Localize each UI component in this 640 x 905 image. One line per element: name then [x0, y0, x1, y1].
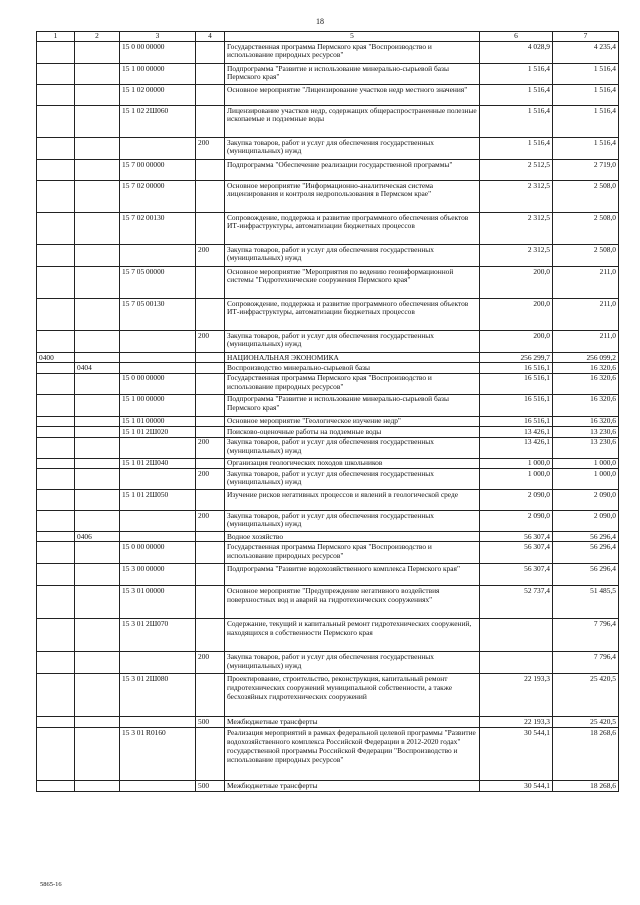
expense-type-cell: 200 — [196, 469, 225, 490]
amount-year2-cell: 2 090,0 — [553, 490, 619, 511]
subsection-code-cell — [75, 331, 120, 353]
amount-year2-cell: 16 320,6 — [553, 416, 619, 426]
target-article-cell — [120, 717, 196, 728]
target-article-cell: 15 0 00 00000 — [120, 542, 196, 564]
table-row — [37, 532, 619, 542]
table-row — [37, 353, 619, 363]
section-code-cell — [37, 458, 75, 468]
amount-year2-cell: 18 268,6 — [553, 728, 619, 781]
amount-year1-cell: 16 516,1 — [480, 363, 553, 373]
item-name-cell: Государственная программа Пермского края "Воспроизводство и использование природных ресурсов" — [225, 42, 480, 64]
section-code-cell — [37, 299, 75, 331]
item-name-cell: Поисково-оценочные работы на подземные воды — [225, 427, 480, 437]
subsection-code-cell — [75, 652, 120, 674]
amount-year2-cell: 1 516,4 — [553, 85, 619, 106]
amount-year1-cell: 16 516,1 — [480, 394, 553, 416]
column-header: 5 — [225, 32, 480, 42]
amount-year2-cell: 1 516,4 — [553, 64, 619, 85]
table-row — [37, 469, 619, 490]
amount-year1-cell: 2 090,0 — [480, 511, 553, 532]
table-row — [37, 717, 619, 728]
expense-type-cell: 200 — [196, 511, 225, 532]
amount-year2-cell: 2 719,0 — [553, 160, 619, 181]
target-article-cell: 15 3 00 00000 — [120, 564, 196, 586]
target-article-cell: 15 3 01 2Ш080 — [120, 674, 196, 717]
subsection-code-cell — [75, 542, 120, 564]
item-name-cell: Основное мероприятие "Геологическое изучение недр" — [225, 416, 480, 426]
amount-year2-cell: 7 796,4 — [553, 652, 619, 674]
target-article-cell: 15 7 05 00000 — [120, 267, 196, 299]
subsection-code-cell — [75, 160, 120, 181]
budget-table — [36, 31, 619, 792]
subsection-code-cell — [75, 564, 120, 586]
amount-year2-cell: 2 508,0 — [553, 213, 619, 245]
amount-year1-cell: 56 307,4 — [480, 532, 553, 542]
section-code-cell — [37, 564, 75, 586]
section-code-cell — [37, 717, 75, 728]
table-row — [37, 85, 619, 106]
target-article-cell: 15 1 00 00000 — [120, 64, 196, 85]
item-name-cell: Лицензирование участков недр, содержащих общераспространенные полезные ископаемые и подземные воды — [225, 106, 480, 138]
table-row — [37, 728, 619, 781]
document-code: 5865-16 — [40, 881, 62, 888]
expense-type-cell — [196, 181, 225, 213]
table-row — [37, 64, 619, 85]
amount-year2-cell: 16 320,6 — [553, 373, 619, 394]
expense-type-cell — [196, 267, 225, 299]
expense-type-cell — [196, 427, 225, 437]
amount-year2-cell: 25 420,5 — [553, 717, 619, 728]
expense-type-cell — [196, 42, 225, 64]
table-row — [37, 42, 619, 64]
item-name-cell: Закупка товаров, работ и услуг для обеспечения государственных (муниципальных) нужд — [225, 245, 480, 267]
item-name-cell: Подпрограмма "Развитие водохозяйственного комплекса Пермского края" — [225, 564, 480, 586]
subsection-code-cell — [75, 373, 120, 394]
section-code-cell — [37, 245, 75, 267]
table-header-row — [37, 32, 619, 42]
table-row — [37, 511, 619, 532]
amount-year2-cell: 13 230,6 — [553, 437, 619, 458]
section-code-cell — [37, 437, 75, 458]
subsection-code-cell — [75, 416, 120, 426]
subsection-code-cell — [75, 490, 120, 511]
item-name-cell: НАЦИОНАЛЬНАЯ ЭКОНОМИКА — [225, 353, 480, 363]
amount-year2-cell: 1 516,4 — [553, 138, 619, 160]
expense-type-cell — [196, 213, 225, 245]
item-name-cell: Сопровождение, поддержка и развитие программного обеспечения объектов ИТ-инфраструктуры, автоматизации бюджетных процессов — [225, 299, 480, 331]
expense-type-cell — [196, 394, 225, 416]
section-code-cell — [37, 469, 75, 490]
amount-year2-cell: 2 508,0 — [553, 245, 619, 267]
section-code-cell — [37, 416, 75, 426]
table-row — [37, 363, 619, 373]
target-article-cell — [120, 245, 196, 267]
section-code-cell — [37, 427, 75, 437]
target-article-cell — [120, 532, 196, 542]
subsection-code-cell — [75, 619, 120, 652]
amount-year2-cell: 4 235,4 — [553, 42, 619, 64]
amount-year2-cell: 25 420,5 — [553, 674, 619, 717]
table-row — [37, 331, 619, 353]
table-row — [37, 619, 619, 652]
section-code-cell — [37, 181, 75, 213]
column-header: 2 — [75, 32, 120, 42]
amount-year1-cell: 30 544,1 — [480, 728, 553, 781]
expense-type-cell: 200 — [196, 652, 225, 674]
table-row — [37, 437, 619, 458]
expense-type-cell — [196, 373, 225, 394]
expense-type-cell: 200 — [196, 437, 225, 458]
item-name-cell: Закупка товаров, работ и услуг для обеспечения государственных (муниципальных) нужд — [225, 138, 480, 160]
amount-year2-cell: 256 099,2 — [553, 353, 619, 363]
table-row — [37, 213, 619, 245]
table-row — [37, 427, 619, 437]
subsection-code-cell — [75, 511, 120, 532]
target-article-cell: 15 3 01 R0160 — [120, 728, 196, 781]
target-article-cell: 15 1 02 2Ш060 — [120, 106, 196, 138]
subsection-code-cell — [75, 394, 120, 416]
table-body — [37, 42, 619, 792]
table-row — [37, 106, 619, 138]
target-article-cell: 15 7 02 00000 — [120, 181, 196, 213]
subsection-code-cell — [75, 64, 120, 85]
target-article-cell — [120, 363, 196, 373]
section-code-cell: 0400 — [37, 353, 75, 363]
subsection-code-cell — [75, 437, 120, 458]
target-article-cell: 15 1 01 2Ш020 — [120, 427, 196, 437]
expense-type-cell — [196, 490, 225, 511]
subsection-code-cell — [75, 138, 120, 160]
section-code-cell — [37, 619, 75, 652]
expense-type-cell — [196, 64, 225, 85]
column-header: 1 — [37, 32, 75, 42]
section-code-cell — [37, 511, 75, 532]
subsection-code-cell — [75, 299, 120, 331]
amount-year2-cell: 51 485,5 — [553, 586, 619, 619]
section-code-cell — [37, 728, 75, 781]
expense-type-cell — [196, 160, 225, 181]
target-article-cell: 15 3 01 00000 — [120, 586, 196, 619]
item-name-cell: Закупка товаров, работ и услуг для обеспечения государственных (муниципальных) нужд — [225, 652, 480, 674]
section-code-cell — [37, 213, 75, 245]
table-row — [37, 564, 619, 586]
amount-year1-cell: 22 193,3 — [480, 674, 553, 717]
item-name-cell: Межбюджетные трансферты — [225, 717, 480, 728]
page-number: 18 — [316, 17, 324, 26]
amount-year2-cell: 16 320,6 — [553, 363, 619, 373]
subsection-code-cell — [75, 728, 120, 781]
amount-year1-cell: 2 312,5 — [480, 213, 553, 245]
subsection-code-cell — [75, 181, 120, 213]
item-name-cell: Организация геологических походов школьников — [225, 458, 480, 468]
section-code-cell — [37, 586, 75, 619]
amount-year2-cell: 16 320,6 — [553, 394, 619, 416]
amount-year2-cell: 211,0 — [553, 331, 619, 353]
expense-type-cell — [196, 532, 225, 542]
amount-year1-cell: 2 090,0 — [480, 490, 553, 511]
target-article-cell — [120, 437, 196, 458]
amount-year2-cell: 1 000,0 — [553, 458, 619, 468]
target-article-cell: 15 1 00 00000 — [120, 394, 196, 416]
column-header: 3 — [120, 32, 196, 42]
amount-year1-cell: 1 516,4 — [480, 64, 553, 85]
table-row — [37, 458, 619, 468]
section-code-cell — [37, 490, 75, 511]
table-row — [37, 267, 619, 299]
expense-type-cell — [196, 728, 225, 781]
section-code-cell — [37, 106, 75, 138]
item-name-cell: Государственная программа Пермского края "Воспроизводство и использование природных ресурсов" — [225, 542, 480, 564]
amount-year1-cell — [480, 652, 553, 674]
expense-type-cell: 200 — [196, 331, 225, 353]
subsection-code-cell — [75, 717, 120, 728]
expense-type-cell: 200 — [196, 245, 225, 267]
subsection-code-cell — [75, 674, 120, 717]
item-name-cell: Закупка товаров, работ и услуг для обеспечения государственных (муниципальных) нужд — [225, 437, 480, 458]
amount-year2-cell: 2 508,0 — [553, 181, 619, 213]
amount-year2-cell: 7 796,4 — [553, 619, 619, 652]
amount-year1-cell: 2 312,5 — [480, 245, 553, 267]
section-code-cell — [37, 652, 75, 674]
table-row — [37, 245, 619, 267]
expense-type-cell: 500 — [196, 781, 225, 792]
table-row — [37, 542, 619, 564]
expense-type-cell — [196, 458, 225, 468]
item-name-cell: Изучение рисков негативных процессов и явлений в геологической среде — [225, 490, 480, 511]
expense-type-cell — [196, 363, 225, 373]
item-name-cell: Основное мероприятие "Предупреждение негативного воздействия поверхностных вод и аварий на гидротехнических сооружениях" — [225, 586, 480, 619]
target-article-cell: 15 1 01 00000 — [120, 416, 196, 426]
item-name-cell: Основное мероприятие "Мероприятия по ведению геоинформационной системы "Гидротехнические сооружения Пермского края" — [225, 267, 480, 299]
amount-year1-cell: 13 426,1 — [480, 437, 553, 458]
section-code-cell — [37, 267, 75, 299]
amount-year1-cell: 52 737,4 — [480, 586, 553, 619]
table-row — [37, 674, 619, 717]
amount-year1-cell: 200,0 — [480, 267, 553, 299]
item-name-cell: Межбюджетные трансферты — [225, 781, 480, 792]
amount-year1-cell: 1 000,0 — [480, 469, 553, 490]
target-article-cell: 15 3 01 2Ш070 — [120, 619, 196, 652]
expense-type-cell — [196, 542, 225, 564]
amount-year1-cell: 2 512,5 — [480, 160, 553, 181]
subsection-code-cell: 0406 — [75, 532, 120, 542]
amount-year2-cell: 1 000,0 — [553, 469, 619, 490]
expense-type-cell: 200 — [196, 138, 225, 160]
amount-year2-cell: 56 296,4 — [553, 532, 619, 542]
amount-year1-cell: 30 544,1 — [480, 781, 553, 792]
expense-type-cell — [196, 586, 225, 619]
section-code-cell — [37, 781, 75, 792]
item-name-cell: Реализация мероприятий в рамках федеральной целевой программы "Развитие водохозяйственного комплекса Российской Федерации в 2012-2020 годах" государственной программы Российской Федерации "Воспроизводство и использование природных ресурсов" — [225, 728, 480, 781]
section-code-cell — [37, 64, 75, 85]
item-name-cell: Воспроизводство минерально-сырьевой базы — [225, 363, 480, 373]
target-article-cell — [120, 511, 196, 532]
subsection-code-cell — [75, 267, 120, 299]
subsection-code-cell — [75, 42, 120, 64]
table-row — [37, 299, 619, 331]
amount-year2-cell: 2 090,0 — [553, 511, 619, 532]
table-row — [37, 373, 619, 394]
item-name-cell: Основное мероприятие "Лицензирование участков недр местного значения" — [225, 85, 480, 106]
amount-year2-cell: 18 268,6 — [553, 781, 619, 792]
item-name-cell: Основное мероприятие "Информационно-аналитическая система лицензирования и контроля недропользования в Пермском крае" — [225, 181, 480, 213]
amount-year1-cell: 256 299,7 — [480, 353, 553, 363]
section-code-cell — [37, 542, 75, 564]
table-row — [37, 416, 619, 426]
target-article-cell: 15 1 01 2Ш040 — [120, 458, 196, 468]
item-name-cell: Подпрограмма "Обеспечение реализации государственной программы" — [225, 160, 480, 181]
target-article-cell — [120, 469, 196, 490]
section-code-cell — [37, 532, 75, 542]
subsection-code-cell — [75, 85, 120, 106]
table-row — [37, 181, 619, 213]
expense-type-cell — [196, 85, 225, 106]
subsection-code-cell — [75, 106, 120, 138]
amount-year2-cell: 211,0 — [553, 299, 619, 331]
item-name-cell: Закупка товаров, работ и услуг для обеспечения государственных (муниципальных) нужд — [225, 511, 480, 532]
target-article-cell: 15 7 00 00000 — [120, 160, 196, 181]
section-code-cell — [37, 138, 75, 160]
amount-year1-cell: 1 516,4 — [480, 85, 553, 106]
subsection-code-cell — [75, 781, 120, 792]
table-row — [37, 138, 619, 160]
target-article-cell — [120, 652, 196, 674]
subsection-code-cell — [75, 469, 120, 490]
subsection-code-cell — [75, 245, 120, 267]
subsection-code-cell — [75, 213, 120, 245]
amount-year1-cell: 16 516,1 — [480, 416, 553, 426]
item-name-cell: Закупка товаров, работ и услуг для обеспечения государственных (муниципальных) нужд — [225, 469, 480, 490]
table-row — [37, 652, 619, 674]
amount-year2-cell: 56 296,4 — [553, 564, 619, 586]
section-code-cell — [37, 674, 75, 717]
amount-year1-cell: 200,0 — [480, 331, 553, 353]
table-row — [37, 586, 619, 619]
expense-type-cell — [196, 353, 225, 363]
table-row — [37, 490, 619, 511]
target-article-cell: 15 1 02 00000 — [120, 85, 196, 106]
amount-year1-cell: 2 312,5 — [480, 181, 553, 213]
column-header: 4 — [196, 32, 225, 42]
item-name-cell: Подпрограмма "Развитие и использование минерально-сырьевой базы Пермского края" — [225, 64, 480, 85]
target-article-cell: 15 7 02 00130 — [120, 213, 196, 245]
item-name-cell: Водное хозяйство — [225, 532, 480, 542]
table-row — [37, 394, 619, 416]
item-name-cell: Закупка товаров, работ и услуг для обеспечения государственных (муниципальных) нужд — [225, 331, 480, 353]
subsection-code-cell — [75, 427, 120, 437]
target-article-cell: 15 0 00 00000 — [120, 42, 196, 64]
subsection-code-cell — [75, 458, 120, 468]
expense-type-cell — [196, 299, 225, 331]
table-row — [37, 781, 619, 792]
amount-year1-cell: 56 307,4 — [480, 564, 553, 586]
target-article-cell — [120, 353, 196, 363]
section-code-cell — [37, 331, 75, 353]
amount-year1-cell: 16 516,1 — [480, 373, 553, 394]
target-article-cell: 15 7 05 00130 — [120, 299, 196, 331]
section-code-cell — [37, 42, 75, 64]
target-article-cell — [120, 138, 196, 160]
section-code-cell — [37, 85, 75, 106]
expense-type-cell — [196, 674, 225, 717]
amount-year1-cell: 1 516,4 — [480, 138, 553, 160]
subsection-code-cell: 0404 — [75, 363, 120, 373]
section-code-cell — [37, 363, 75, 373]
item-name-cell: Содержание, текущий и капитальный ремонт гидротехнических сооружений, находящихся в собственности Пермского края — [225, 619, 480, 652]
column-header: 7 — [553, 32, 619, 42]
amount-year2-cell: 1 516,4 — [553, 106, 619, 138]
amount-year1-cell: 200,0 — [480, 299, 553, 331]
expense-type-cell — [196, 564, 225, 586]
target-article-cell: 15 1 01 2Ш050 — [120, 490, 196, 511]
item-name-cell: Проектирование, строительство, реконструкция, капитальный ремонт гидротехнических сооружений муниципальной собственности, а также бесхозяйных гидротехнических сооружений — [225, 674, 480, 717]
amount-year1-cell — [480, 619, 553, 652]
section-code-cell — [37, 394, 75, 416]
subsection-code-cell — [75, 353, 120, 363]
amount-year1-cell: 4 028,9 — [480, 42, 553, 64]
amount-year1-cell: 56 307,4 — [480, 542, 553, 564]
subsection-code-cell — [75, 586, 120, 619]
target-article-cell: 15 0 00 00000 — [120, 373, 196, 394]
item-name-cell: Подпрограмма "Развитие и использование минерально-сырьевой базы Пермского края" — [225, 394, 480, 416]
target-article-cell — [120, 781, 196, 792]
expense-type-cell — [196, 106, 225, 138]
amount-year1-cell: 22 193,3 — [480, 717, 553, 728]
section-code-cell — [37, 373, 75, 394]
amount-year2-cell: 211,0 — [553, 267, 619, 299]
target-article-cell — [120, 331, 196, 353]
amount-year1-cell: 1 516,4 — [480, 106, 553, 138]
amount-year1-cell: 13 426,1 — [480, 427, 553, 437]
table-row — [37, 160, 619, 181]
expense-type-cell — [196, 416, 225, 426]
amount-year2-cell: 13 230,6 — [553, 427, 619, 437]
expense-type-cell: 500 — [196, 717, 225, 728]
expense-type-cell — [196, 619, 225, 652]
section-code-cell — [37, 160, 75, 181]
item-name-cell: Сопровождение, поддержка и развитие программного обеспечения объектов ИТ-инфраструктуры, автоматизации бюджетных процессов — [225, 213, 480, 245]
amount-year1-cell: 1 000,0 — [480, 458, 553, 468]
item-name-cell: Государственная программа Пермского края "Воспроизводство и использование природных ресурсов" — [225, 373, 480, 394]
amount-year2-cell: 56 296,4 — [553, 542, 619, 564]
column-header: 6 — [480, 32, 553, 42]
